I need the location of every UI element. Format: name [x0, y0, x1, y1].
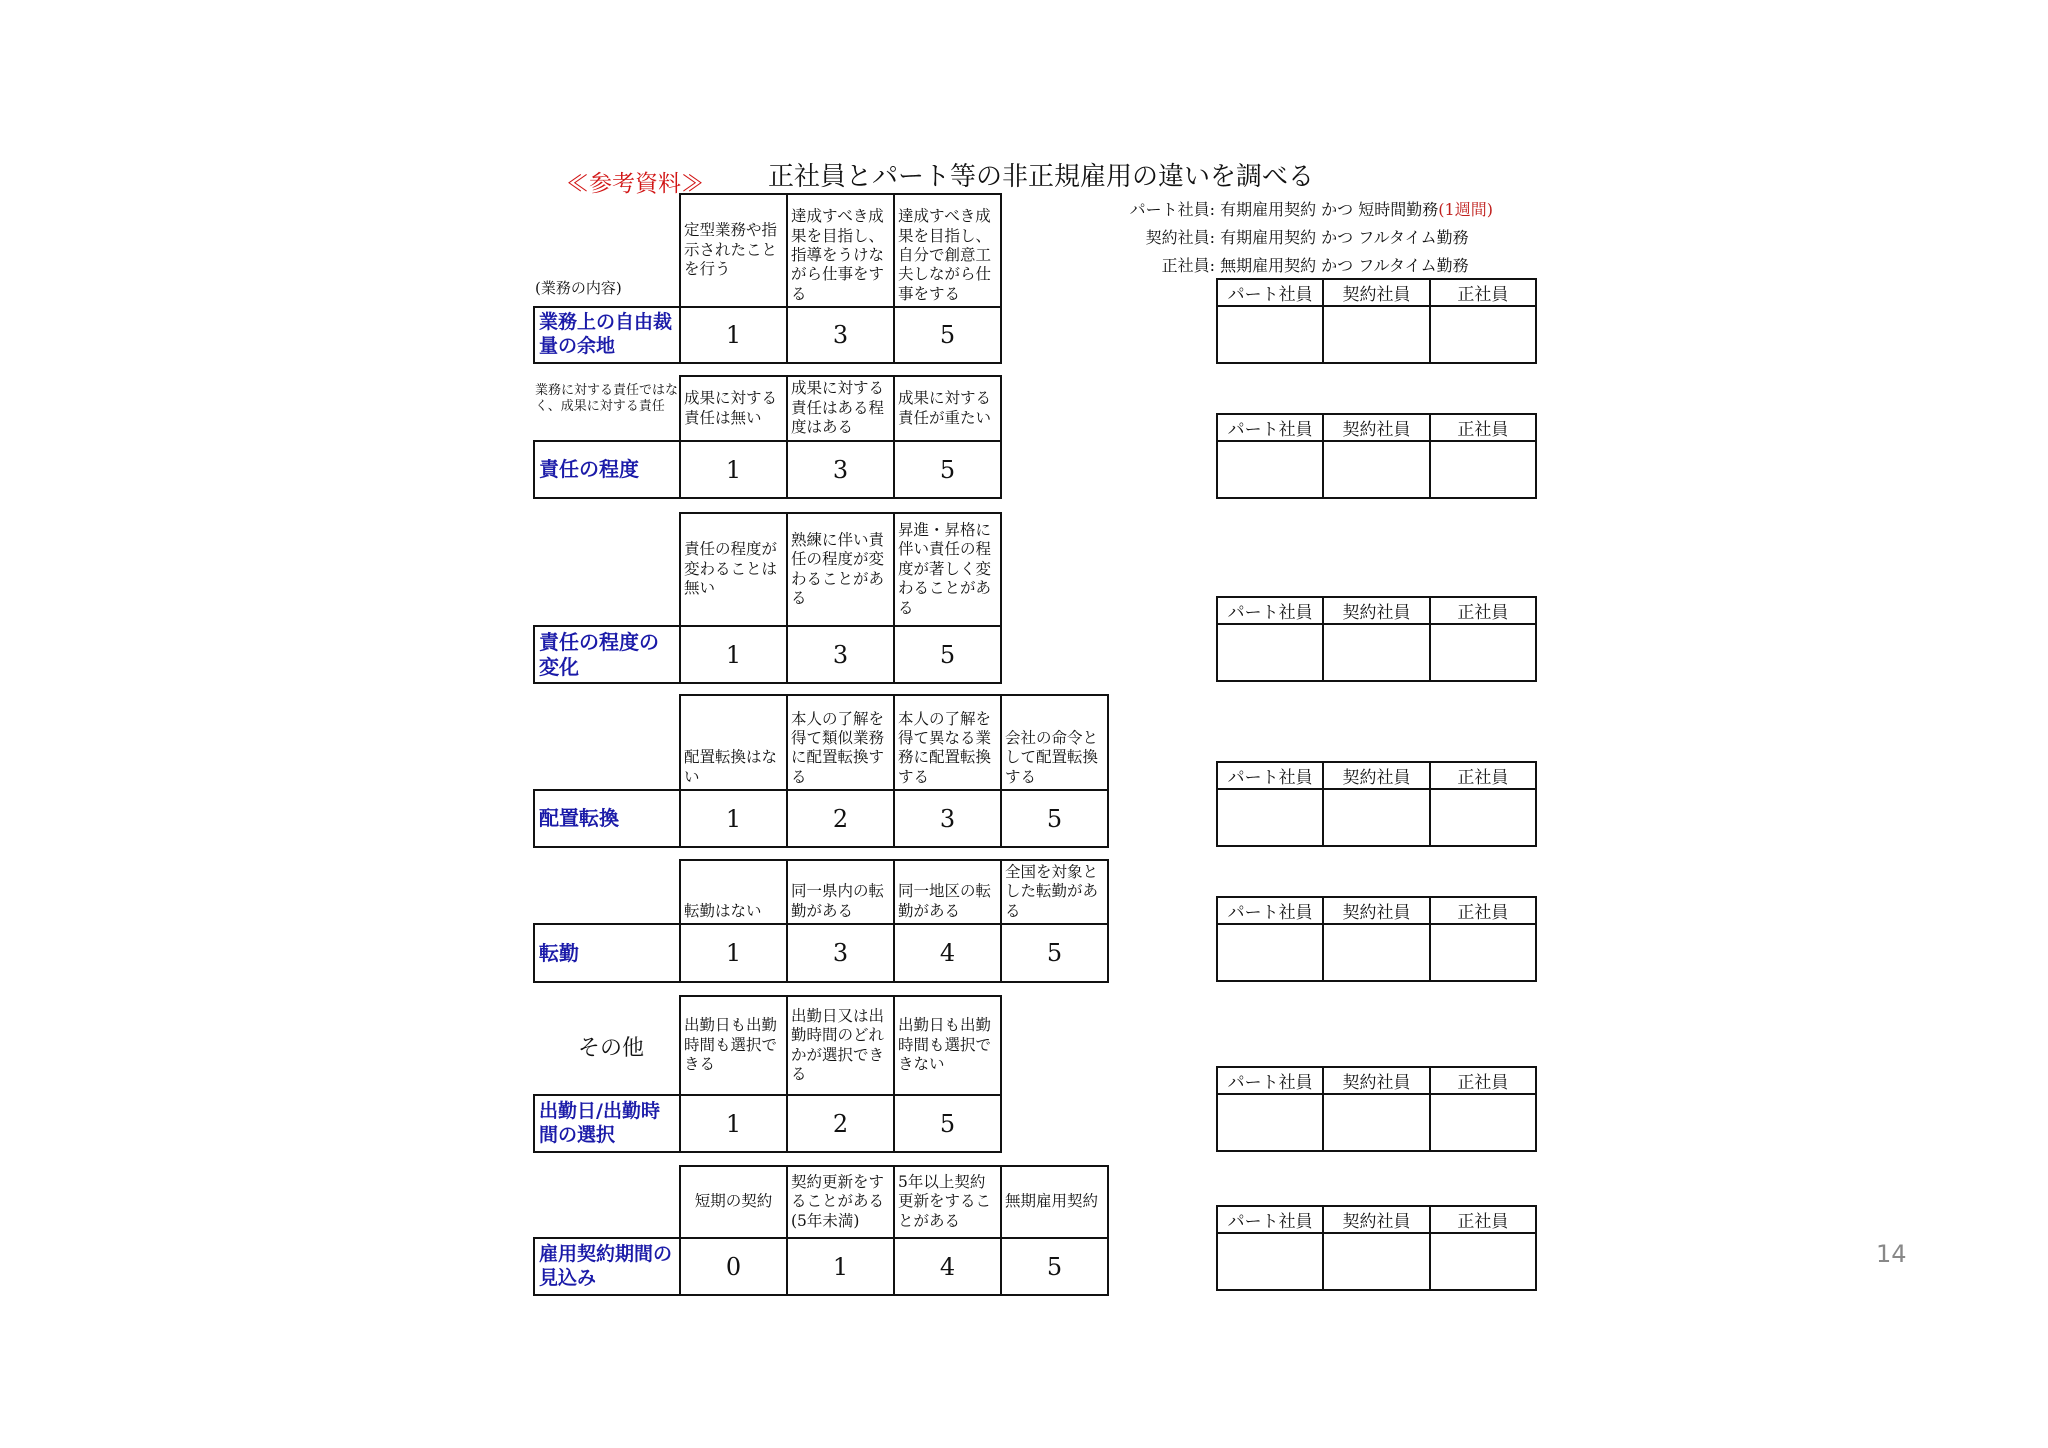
definition-note: (1週間): [1438, 200, 1493, 219]
criterion-label: 転勤: [534, 924, 680, 982]
score-cell: 1: [680, 790, 787, 847]
header-regular: 正社員: [1430, 762, 1536, 789]
blank-cell: [534, 376, 680, 441]
score-cell: 3: [787, 441, 894, 498]
descriptor-cell: 短期の契約: [680, 1166, 787, 1238]
answer-input-regular[interactable]: [1430, 624, 1536, 681]
answer-input-part-time[interactable]: [1217, 924, 1323, 981]
score-cell: 3: [787, 924, 894, 982]
criterion-label: 責任の程度の変化: [534, 626, 680, 683]
descriptor-cell: 同一県内の転勤がある: [787, 860, 894, 924]
header-contract: 契約社員: [1323, 1206, 1429, 1233]
score-cell: 5: [894, 1095, 1001, 1152]
reference-label: ≪参考資料≫: [566, 171, 704, 197]
descriptor-cell: 熟練に伴い責任の程度が変わることがある: [787, 513, 894, 626]
answer-input-part-time[interactable]: [1217, 789, 1323, 846]
header-part-time: パート社員: [1217, 762, 1323, 789]
answer-table-transfer: [1216, 896, 1537, 982]
descriptor-cell: 成果に対する責任はある程度はある: [787, 376, 894, 441]
answer-input-part-time[interactable]: [1217, 624, 1323, 681]
header-part-time: パート社員: [1217, 897, 1323, 924]
blank-cell: [534, 513, 680, 626]
descriptor-cell: 出勤日も出勤時間も選択できない: [894, 996, 1001, 1095]
header-contract: 契約社員: [1323, 414, 1429, 441]
descriptor-cell: 責任の程度が変わることは無い: [680, 513, 787, 626]
definition-contract: [1105, 225, 1469, 248]
score-cell: 1: [787, 1238, 894, 1295]
answer-table-reassignment: [1216, 761, 1537, 847]
answer-input-regular[interactable]: [1430, 789, 1536, 846]
score-cell: 0: [680, 1238, 787, 1295]
score-cell: 1: [680, 1095, 787, 1152]
descriptor-cell: 全国を対象とした転勤がある: [1001, 860, 1108, 924]
criterion-label: 業務上の自由裁量の余地: [534, 307, 680, 363]
header-part-time: パート社員: [1217, 1067, 1323, 1094]
descriptor-cell: 同一地区の転勤がある: [894, 860, 1001, 924]
answer-input-regular[interactable]: [1430, 441, 1536, 498]
other-section-label: その他: [578, 1036, 645, 1061]
header-regular: 正社員: [1430, 279, 1536, 306]
score-cell: 1: [680, 626, 787, 683]
header-regular: 正社員: [1430, 1206, 1536, 1233]
blank-cell: [534, 695, 680, 790]
header-contract: 契約社員: [1323, 597, 1429, 624]
score-cell: 1: [680, 307, 787, 363]
answer-table-discretion: [1216, 278, 1537, 364]
descriptor-cell: 5年以上契約更新をすることがある: [894, 1166, 1001, 1238]
criterion-table-discretion: [533, 193, 1002, 364]
descriptor-cell: 本人の了解を得て異なる業務に配置転換する: [894, 695, 1001, 790]
score-cell: 3: [787, 307, 894, 363]
answer-input-part-time[interactable]: [1217, 441, 1323, 498]
score-cell: 3: [894, 790, 1001, 847]
header-contract: 契約社員: [1323, 279, 1429, 306]
descriptor-cell: 出勤日も出勤時間も選択できる: [680, 996, 787, 1095]
answer-input-contract[interactable]: [1323, 789, 1429, 846]
score-cell: 1: [680, 441, 787, 498]
definition-regular: [1105, 253, 1469, 276]
criterion-label: 雇用契約期間の見込み: [534, 1238, 680, 1295]
definition-key: 契約社員:: [1145, 228, 1215, 247]
descriptor-cell: 無期雇用契約: [1001, 1166, 1108, 1238]
answer-input-contract[interactable]: [1323, 441, 1429, 498]
page-title: 正社員とパート等の非正規雇用の違いを調べる: [768, 162, 1315, 192]
answer-input-contract[interactable]: [1323, 1094, 1429, 1151]
score-cell: 4: [894, 924, 1001, 982]
descriptor-cell: 本人の了解を得て類似業務に配置転換する: [787, 695, 894, 790]
answer-input-contract[interactable]: [1323, 924, 1429, 981]
descriptor-cell: 昇進・昇格に伴い責任の程度が著しく変わることがある: [894, 513, 1001, 626]
answer-input-part-time[interactable]: [1217, 1233, 1323, 1290]
descriptor-cell: 配置転換はない: [680, 695, 787, 790]
descriptor-cell: 成果に対する責任は無い: [680, 376, 787, 441]
score-cell: 2: [787, 790, 894, 847]
criterion-table-responsibility-change: [533, 512, 1002, 684]
definition-value: 有期雇用契約 かつ フルタイム勤務: [1220, 228, 1469, 247]
answer-input-part-time[interactable]: [1217, 306, 1323, 363]
descriptor-cell: 達成すべき成果を目指し、自分で創意工夫しながら仕事をする: [894, 194, 1001, 307]
answer-input-part-time[interactable]: [1217, 1094, 1323, 1151]
score-cell: 5: [894, 626, 1001, 683]
descriptor-cell: 成果に対する責任が重たい: [894, 376, 1001, 441]
score-cell: 5: [1001, 1238, 1108, 1295]
descriptor-cell: 契約更新をすることがある(5年未満): [787, 1166, 894, 1238]
answer-table-contract-period: [1216, 1205, 1537, 1291]
answer-input-regular[interactable]: [1430, 1094, 1536, 1151]
side-note-responsibility: 業務に対する責任ではなく、成果に対する責任: [535, 383, 679, 415]
score-cell: 5: [894, 307, 1001, 363]
answer-input-contract[interactable]: [1323, 306, 1429, 363]
answer-table-work-schedule: [1216, 1066, 1537, 1152]
side-note-work-content: (業務の内容): [535, 279, 622, 297]
header-contract: 契約社員: [1323, 897, 1429, 924]
descriptor-cell: 会社の命令として配置転換する: [1001, 695, 1108, 790]
criterion-table-responsibility: [533, 375, 1002, 499]
blank-cell: [534, 194, 680, 307]
criterion-label: 出勤日/出勤時間の選択: [534, 1095, 680, 1152]
criterion-label: 配置転換: [534, 790, 680, 847]
descriptor-cell: 定型業務や指示されたことを行う: [680, 194, 787, 307]
definition-key: 正社員:: [1161, 256, 1215, 275]
criterion-table-work-schedule: [533, 995, 1002, 1153]
header-contract: 契約社員: [1323, 762, 1429, 789]
criterion-table-contract-period: [533, 1165, 1109, 1296]
answer-table-responsibility: [1216, 413, 1537, 499]
answer-table-responsibility-change: [1216, 596, 1537, 682]
answer-input-contract[interactable]: [1323, 624, 1429, 681]
answer-input-regular[interactable]: [1430, 306, 1536, 363]
criterion-table-reassignment: [533, 694, 1109, 848]
definition-key: パート社員:: [1129, 200, 1215, 219]
answer-input-regular[interactable]: [1430, 924, 1536, 981]
header-part-time: パート社員: [1217, 414, 1323, 441]
descriptor-cell: 出勤日又は出勤時間のどれかが選択できる: [787, 996, 894, 1095]
answer-input-regular[interactable]: [1430, 1233, 1536, 1290]
score-cell: 3: [787, 626, 894, 683]
score-cell: 5: [1001, 924, 1108, 982]
definition-value: 有期雇用契約 かつ 短時間勤務: [1220, 200, 1439, 219]
header-part-time: パート社員: [1217, 1206, 1323, 1233]
score-cell: 1: [680, 924, 787, 982]
score-cell: 4: [894, 1238, 1001, 1295]
descriptor-cell: 転勤はない: [680, 860, 787, 924]
criterion-table-transfer: [533, 859, 1109, 983]
header-regular: 正社員: [1430, 1067, 1536, 1094]
page-number: 14: [1876, 1240, 1907, 1268]
blank-cell: [534, 1166, 680, 1238]
header-part-time: パート社員: [1217, 279, 1323, 306]
criterion-label: 責任の程度: [534, 441, 680, 498]
header-regular: 正社員: [1430, 897, 1536, 924]
header-contract: 契約社員: [1323, 1067, 1429, 1094]
blank-cell: [534, 860, 680, 924]
score-cell: 2: [787, 1095, 894, 1152]
score-cell: 5: [1001, 790, 1108, 847]
blank-cell: [534, 996, 680, 1095]
score-cell: 5: [894, 441, 1001, 498]
answer-input-contract[interactable]: [1323, 1233, 1429, 1290]
definition-value: 無期雇用契約 かつ フルタイム勤務: [1220, 256, 1469, 275]
descriptor-cell: 達成すべき成果を目指し、指導をうけながら仕事をする: [787, 194, 894, 307]
header-regular: 正社員: [1430, 414, 1536, 441]
definition-part-time: [1105, 197, 1493, 220]
header-regular: 正社員: [1430, 597, 1536, 624]
header-part-time: パート社員: [1217, 597, 1323, 624]
